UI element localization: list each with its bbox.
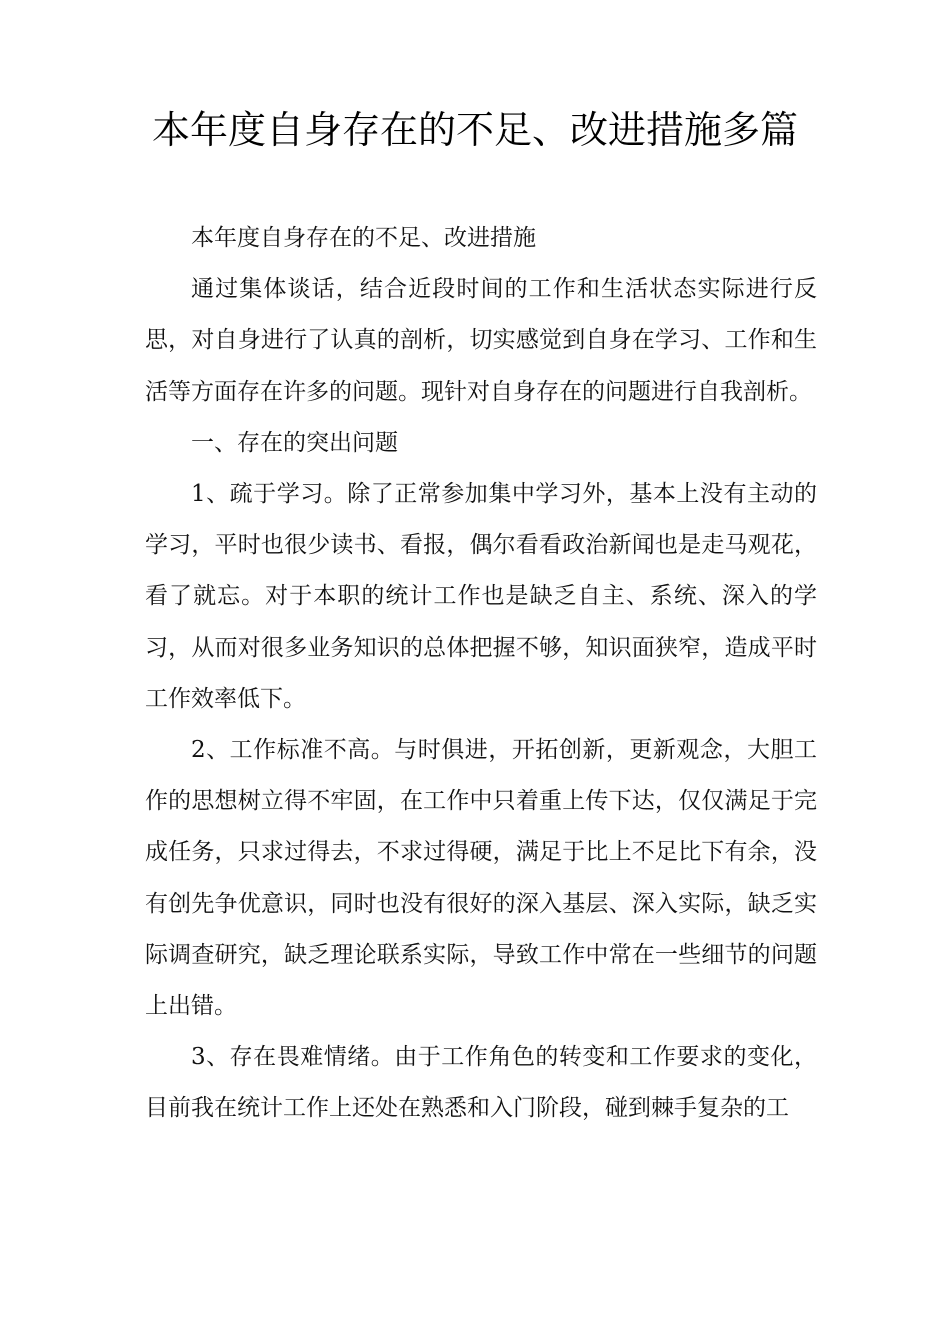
intro-paragraph: 通过集体谈话，结合近段时间的工作和生活状态实际进行反思，对自身进行了认真的剖析，切实感觉到自身在学习、工作和生活等方面存在许多的问题。现针对自身存在的问题进行自我剖析。 — [145, 276, 817, 405]
document-body — [145, 213, 817, 1135]
section-heading: 本年度自身存在的不足、改进措施 — [191, 225, 536, 251]
problems-heading: 一、存在的突出问题 — [191, 429, 398, 456]
problem-1-paragraph: 1、疏于学习。除了正常参加集中学习外，基本上没有主动的学习，平时也很少读书、看报，偶尔看看政治新闻也是走马观花，看了就忘。对于本职的统计工作也是缺乏自主、系统、深入的学习，从而对很多业务知识的总体把握不够，知识面狭窄，造成平时工作效率低下。 — [145, 481, 817, 712]
document-title: 本年度自身存在的不足、改进措施多篇 — [151, 108, 798, 152]
problem-2-paragraph: 2、工作标准不高。与时俱进，开拓创新，更新观念，大胆工作的思想树立得不牢固，在工作中只着重上传下达，仅仅满足于完成任务，只求过得去，不求过得硬，满足于比上不足比下有余，没有创先争优意识，同时也没有很好的深入基层、深入实际，缺乏实际调查研究，缺乏理论联系实际，导致工作中常在一些细节的问题上出错。 — [145, 737, 817, 1020]
problem-3-paragraph: 3、存在畏难情绪。由于工作角色的转变和工作要求的变化，目前我在统计工作上还处在熟悉和入门阶段，碰到棘手复杂的工 — [145, 1044, 817, 1122]
